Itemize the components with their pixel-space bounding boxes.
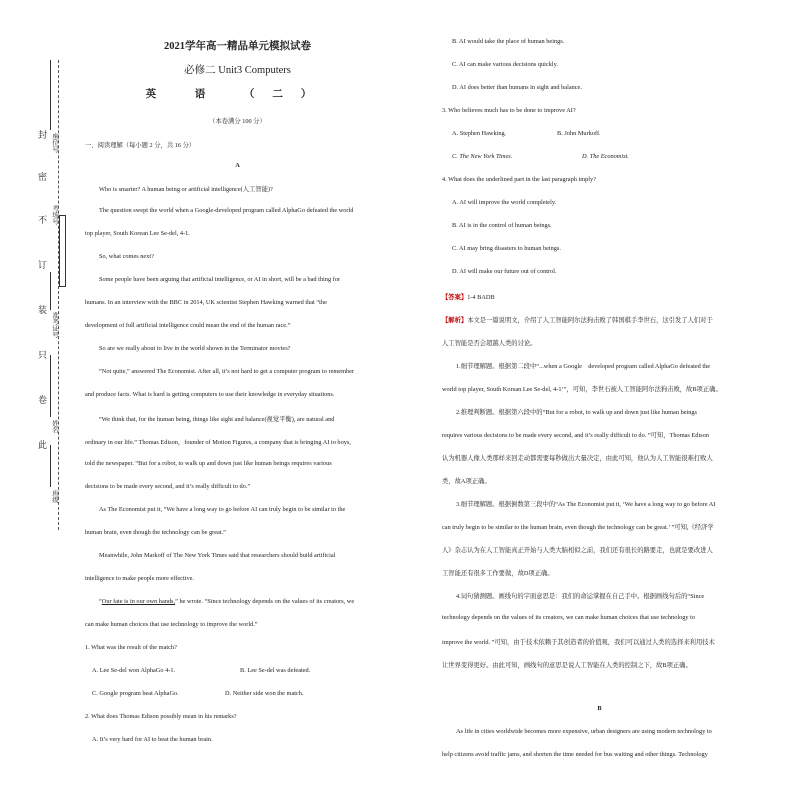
this-mark: 此 [37, 440, 47, 449]
passage-line: can make human choices that use technology to improve the world.” [85, 621, 258, 628]
class-line [50, 445, 51, 487]
passage-line: human brain, even though the technology can be great.” [85, 529, 226, 536]
seat-number-label: 座位号 [51, 133, 58, 153]
only-mark: 只 [37, 350, 47, 359]
sealed-mark: 密 [37, 172, 47, 181]
analysis-line: 认为机器人像人类那样来回走动都需要每秒做出大量决定，由此可知，他认为人工智能很难打败人 [442, 455, 713, 462]
q1-option-d: D. Neither side won the match. [225, 690, 304, 697]
analysis-line [442, 315, 757, 324]
passage-line: intelligence to make people more effective. [85, 575, 194, 582]
passage-line-underlined: “Our fate is in our own hands,” he wrote. “Since technology depends on the values of its creators, we [99, 598, 355, 605]
roll-mark: 卷 [37, 395, 47, 404]
exam-room-label: 考场号 [51, 205, 58, 225]
analysis-line: world top player, South Korean Lee Se-del, 4-1’”，可知，李世石被人工智能阿尔法狗击败，故B项正确。 [442, 386, 722, 393]
q1-option-b: B. Lee Se-del was defeated. [240, 667, 311, 674]
passage-line: Meanwhile, John Markoff of The New York Times said that researchers should build artificial [99, 552, 336, 559]
exam-title: 2021学年高一精品单元模拟试卷 [164, 41, 311, 52]
q2-option-c: C. AI can make various decisions quickly. [452, 61, 558, 68]
passage-line: “We think that, for the human being, things like sight and balance(视觉平衡), are natural and [99, 416, 335, 423]
class-label: 班级 [51, 490, 58, 503]
analysis-line: requires various decisions to be made every second, and it’s really difficult to do. ”可知，Thomas Edison [442, 432, 709, 439]
analysis-line: 人》杂志认为在人工智能真正开始与人类大脑相似之前，我们还有很长的路要走，也就是要改进人 [442, 547, 713, 554]
analysis-line: 3.细节理解题。根据倒数第三段中的“As The Economist put it, ‘We have a long way to go before AI [456, 501, 716, 508]
q4-option-c: C. AI may bring disasters to human beings. [452, 245, 561, 252]
install-mark: 装 [37, 305, 47, 314]
question-4: 4. What does the underlined part in the last paragraph imply? [442, 176, 596, 183]
score-note: （本卷满分 100 分） [209, 118, 266, 125]
passage-line: Who is smarter? A human being or artificial intelligence(人工智能)? [99, 186, 273, 193]
analysis-line: 让世界变得更好。由此可知，画线句的意思是说人工智能在人类的控制之下，故B项正确。 [442, 662, 692, 669]
q1-option-a: A. Lee Se-del won AlphaGo 4-1. [92, 667, 176, 674]
answer-line [442, 292, 757, 301]
analysis-line: 4.词句猜测题。画线句的字面意思是：我们的命运掌握在自己手中。根据画线句后的“Since [456, 593, 705, 600]
binding-margin [0, 0, 62, 794]
q3-option-d: D. The Economist. [582, 153, 629, 160]
analysis-line: 工智能还有很多工作要做，故D项正确。 [442, 570, 554, 577]
passage-b-letter: B [597, 705, 602, 712]
passage-line: and produce facts. What is hard is getting computers to use their knowledge in everyday situations. [85, 391, 335, 398]
question-1: 1. What was the result of the match? [85, 644, 177, 651]
admission-number-line [50, 272, 51, 310]
question-3: 3. Who believes much has to be done to improve AI? [442, 107, 576, 114]
q1-option-c: C. Google program beat AlphaGo. [92, 690, 179, 697]
question-2: 2. What does Thomas Edison possibly mean in his remarks? [85, 713, 237, 720]
q3-option-c: C. The New York Times. [452, 153, 513, 160]
passage-line: decisions to be made every second, and it’s really difficult to do.” [85, 483, 251, 490]
q4-option-b: B. AI is in the control of human beings. [452, 222, 552, 229]
seal-mark: 封 [37, 130, 47, 139]
q4-option-d: D. AI will make our future out of control. [452, 268, 557, 275]
passage-line: top player, South Korean Lee Se-del, 4-1. [85, 230, 190, 237]
q3-option-b: B. John Murkoff. [557, 130, 601, 137]
passage-line: development of full artificial intelligence could mean the end of the human race.” [85, 322, 291, 329]
name-line [50, 355, 51, 417]
answer-tag: 【答案】 [442, 294, 468, 301]
analysis-line: 2.推理判断题。根据第六段中的“But for a robot, to walk up and down just like human beings [456, 409, 698, 416]
binding-dashed-line [58, 60, 59, 530]
section-heading: 一、阅读理解（每小题 2 分，共 16 分） [85, 142, 196, 149]
analysis-line: can truly begin to be similar to the human brain, even though the technology can be great.’ ”可知,《经济学 [442, 524, 714, 531]
q4-option-a: A. AI will improve the world completely. [452, 199, 557, 206]
analysis-line: 类，故A项正确。 [442, 478, 491, 485]
exam-subtitle: 必修二 Unit3 Computers [184, 65, 291, 76]
passage-line: Some people have been arguing that artificial intelligence, or AI in short, will be a bad thing for [99, 276, 341, 283]
passage-b-line: help citizens avoid traffic jams, and shorten the time needed for bus waiting and other things. Technology [442, 751, 708, 758]
analysis-text: 本文是一篇说明文，介绍了人工智能阿尔法狗击败了韩国棋手李世石，这引发了人们对于 [467, 317, 713, 324]
analysis-line: 1.细节理解题。根据第二段中“...when a Google developed program called AlphaGo defeated the [456, 363, 711, 370]
passage-line: humans. In an interview with the BBC in 2014, UK scientist Stephen Hawking warned that “the [85, 299, 327, 306]
admission-number-label: 准考证号 [51, 312, 58, 338]
seat-number-line [50, 60, 51, 130]
order-mark: 订 [37, 260, 47, 269]
passage-line: ordinary in our life.” Thomas Edison，founder of Motion Figures, a company that is bringing AI to boys, [85, 439, 351, 446]
passage-line: told the newspaper. “But for a robot, to walk up and down just like human beings requires various [85, 460, 332, 467]
analysis-line: technology depends on the values of its creators, we can make human choices that use technology to [442, 614, 696, 621]
analysis-line: improve the world. ”可知，由于技术依赖于其创造者的价值观，我们可以通过人类的选择来利用技术 [442, 639, 715, 646]
name-label: 姓名 [51, 420, 58, 433]
answer-text: 1-4 BADB [467, 294, 495, 301]
no-mark: 不 [37, 215, 47, 224]
q2-option-b: B. AI would take the place of human beings. [452, 38, 565, 45]
passage-line: The question swept the world when a Google-developed program called AlphaGo defeated the world [99, 207, 354, 214]
passage-a-letter: A [235, 162, 240, 169]
q2-option-d: D. AI does better than humans in sight and balance. [452, 84, 582, 91]
exam-room-box [59, 215, 66, 287]
passage-line: So, what comes next? [99, 253, 154, 260]
passage-line: So are we really about to live in the world shown in the Terminator movies? [99, 345, 291, 352]
passage-b-line: As life in cities worldwide becomes more expensive, urban designers are using modern technology to [456, 728, 712, 735]
subject-title: 英 语 （二） [145, 89, 330, 100]
passage-line: As The Economist put it, “We have a long way to go before AI can truly begin to be similar to the [99, 506, 346, 513]
passage-line: “Not quite,” answered The Economist. After all, it’s not hard to get a computer program to remember [99, 368, 355, 375]
analysis-tag: 【解析】 [442, 317, 468, 324]
analysis-line: 人工智能是否会超越人类的讨论。 [442, 340, 537, 347]
q3-option-a: A. Stephen Hawking. [452, 130, 507, 137]
q2-option-a: A. It’s very hard for AI to beat the human brain. [92, 736, 213, 743]
